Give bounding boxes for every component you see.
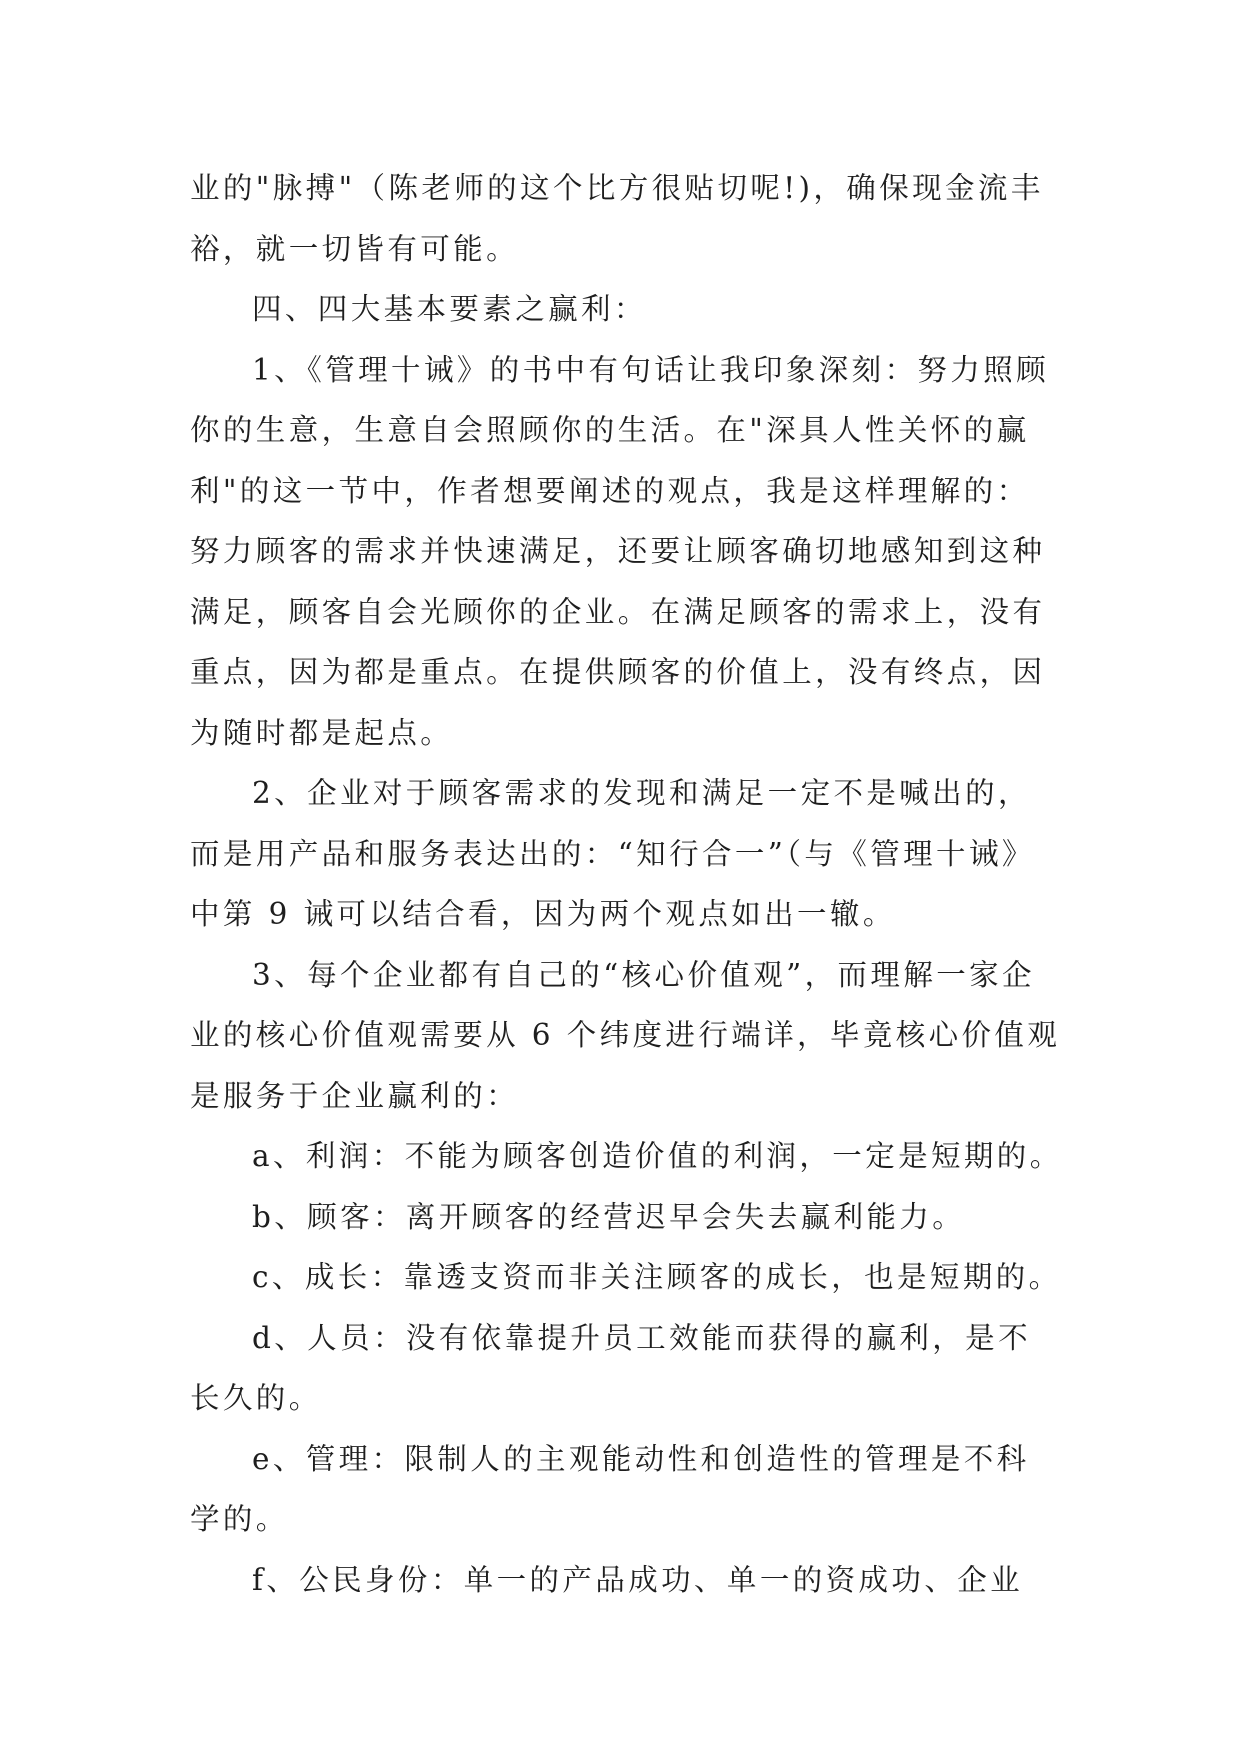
text-line: 你的生意，生意自会照顾你的生活。在"深具人性关怀的赢 xyxy=(190,413,1030,447)
text-line: 满足，顾客自会光顾你的企业。在满足顾客的需求上，没有 xyxy=(190,594,1046,629)
text-line: 重点，因为都是重点。在提供顾客的价值上，没有终点，因 xyxy=(190,655,1046,689)
list-item: d、人员：没有依靠提升员工效能而获得的赢利，是不 xyxy=(252,1320,1031,1355)
text-line: 学的。 xyxy=(190,1502,289,1536)
text-line: 是服务于企业赢利的： xyxy=(190,1078,520,1113)
text-line: 业的"脉搏"（陈老师的这个比方很贴切呢!)，确保现金流丰 xyxy=(190,171,1044,205)
section-heading: 四、四大基本要素之赢利： xyxy=(252,292,647,326)
text-line: 努力顾客的需求并快速满足，还要让顾客确切地感知到这种 xyxy=(190,534,1046,568)
document-body xyxy=(190,158,1063,1610)
text-line: 长久的。 xyxy=(190,1381,322,1415)
text-line: 为随时都是起点。 xyxy=(190,715,454,750)
text-line: 中第 9 诫可以结合看，因为两个观点如出一辙。 xyxy=(190,897,896,931)
text-line: 2、企业对于顾客需求的发现和满足一定不是喊出的， xyxy=(252,776,1031,810)
text-line: 1、《管理十诫》的书中有句话让我印象深刻：努力照顾 xyxy=(252,352,1050,387)
list-item: b、顾客：离开顾客的经营迟早会失去赢利能力。 xyxy=(252,1199,966,1234)
text-line: 而是用产品和服务表达出的：“知行合一”（与《管理十诫》 xyxy=(190,836,1035,871)
text-line: 业的核心价值观需要从 6 个纬度进行端详，毕竟核心价值观 xyxy=(190,1018,1061,1052)
list-item: f、公民身份：单一的产品成功、单一的资成功、企业 xyxy=(252,1562,1024,1597)
text-line: 裕，就一切皆有可能。 xyxy=(190,231,520,266)
list-item: e、管理：限制人的主观能动性和创造性的管理是不科 xyxy=(252,1441,1030,1476)
text-line: 3、每个企业都有自己的“核心价值观”，而理解一家企 xyxy=(252,957,1035,992)
list-item: a、利润：不能为顾客创造价值的利润，一定是短期的。 xyxy=(252,1139,1063,1173)
list-item: c、成长：靠透支资而非关注顾客的成长，也是短期的。 xyxy=(252,1260,1062,1294)
text-line: 利"的这一节中，作者想要阐述的观点，我是这样理解的： xyxy=(190,473,1030,508)
